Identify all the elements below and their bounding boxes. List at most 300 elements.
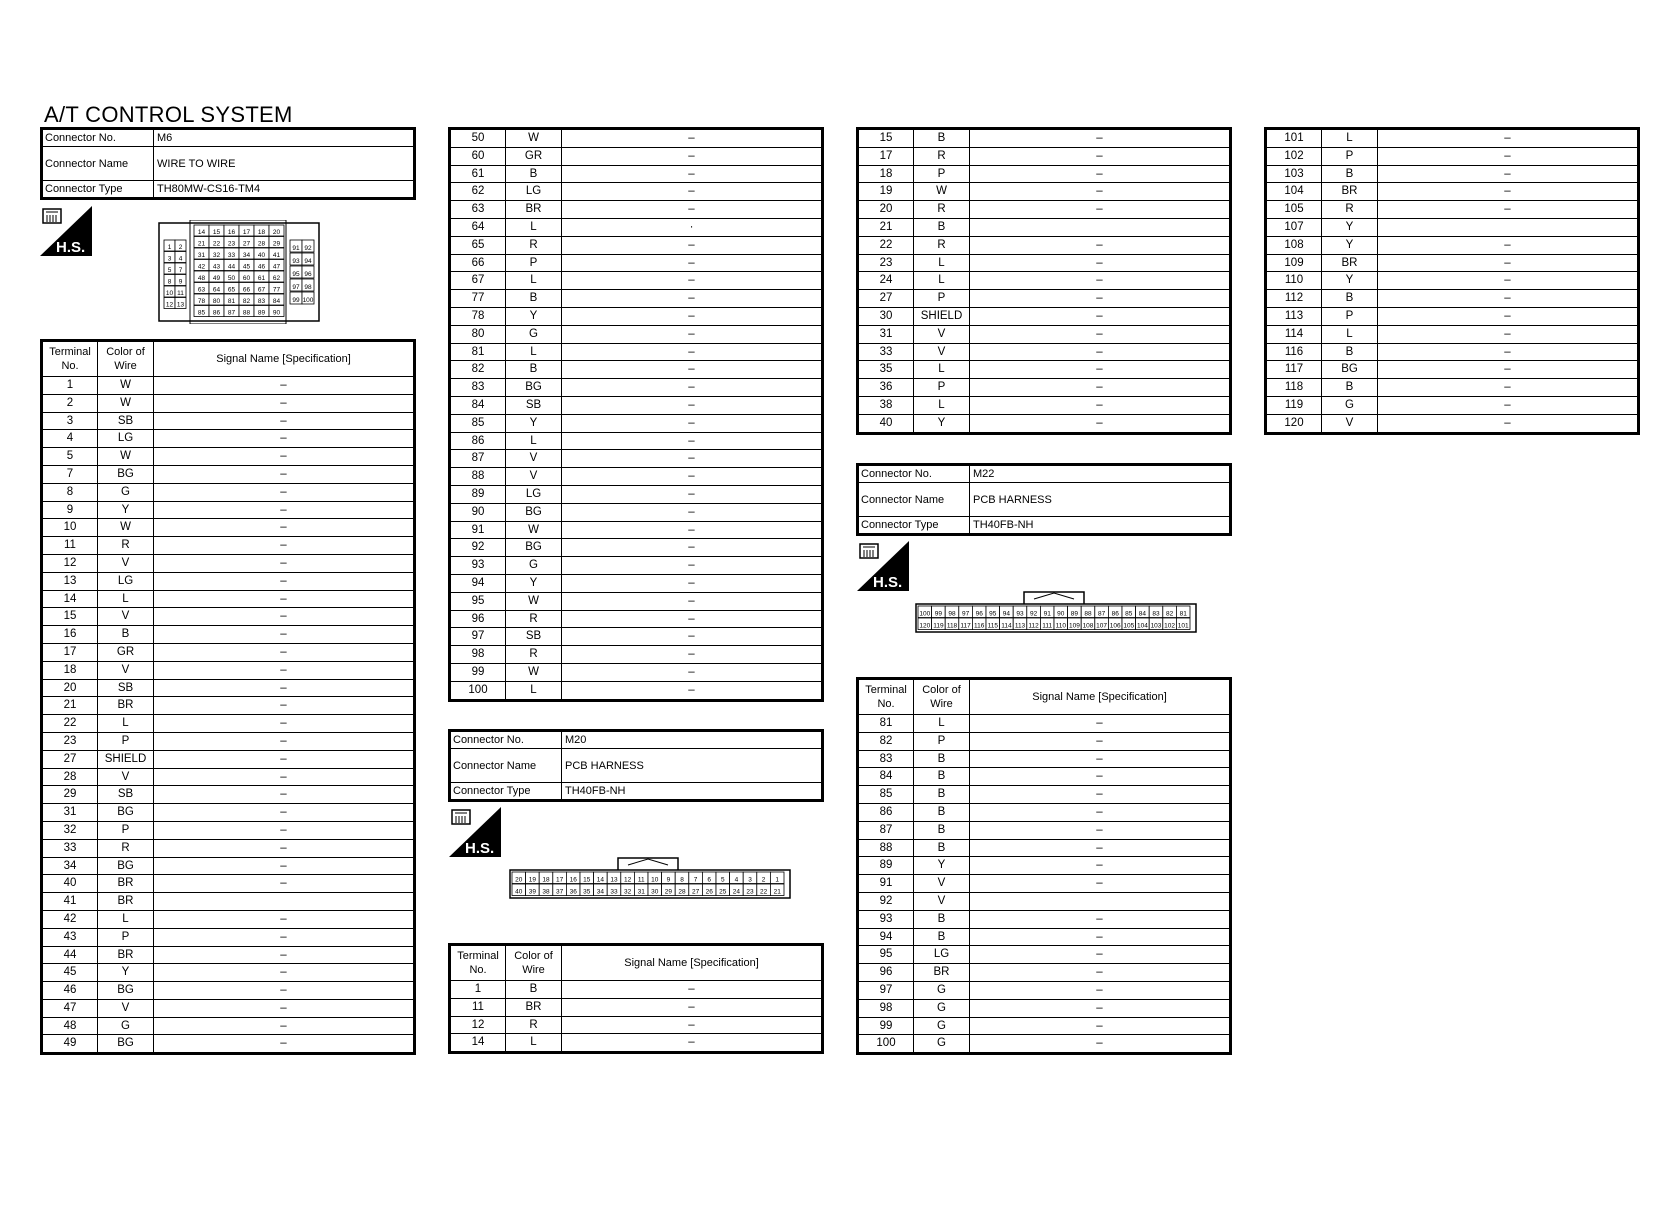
terminal-row: [450, 610, 823, 628]
color-of-wire-header: Color of Wire: [98, 341, 154, 377]
connector-pin: [757, 872, 771, 884]
terminal-row: [858, 1035, 1231, 1054]
wire-color: G: [914, 1017, 970, 1035]
wire-color: L: [98, 590, 154, 608]
wire-color: P: [914, 732, 970, 750]
terminal-table-m22-b: [1264, 127, 1640, 435]
svg-text:46: 46: [257, 263, 266, 271]
connector-pin: [716, 884, 730, 896]
signal-name: –: [970, 147, 1231, 165]
signal-name: –: [562, 183, 823, 201]
terminal-no: 16: [42, 626, 98, 644]
wire-color: B: [914, 218, 970, 236]
terminal-no: 103: [1266, 165, 1322, 183]
connector-pin: [526, 884, 540, 896]
terminal-no: 82: [450, 361, 506, 379]
connector-pin: [269, 260, 284, 271]
connector-type-label: Connector Type: [858, 517, 970, 535]
signal-name: –: [970, 999, 1231, 1017]
signal-name: –: [1378, 325, 1639, 343]
terminal-row: [858, 750, 1231, 768]
terminal-row: [450, 272, 823, 290]
connector-pin: [1040, 606, 1054, 618]
svg-text:92: 92: [304, 244, 312, 252]
terminal-no: 47: [42, 999, 98, 1017]
wire-color: V: [98, 768, 154, 786]
connector-pin: [302, 292, 314, 304]
svg-text:45: 45: [242, 263, 251, 271]
svg-text:118: 118: [946, 622, 958, 630]
connector-pin: [580, 884, 594, 896]
svg-text:60: 60: [242, 274, 251, 282]
wire-color: SHIELD: [914, 307, 970, 325]
signal-name: –: [154, 804, 415, 822]
connector-pin: [1108, 618, 1122, 630]
connector-pin: [175, 252, 186, 263]
connector-pin: [1013, 606, 1027, 618]
wire-color: Y: [506, 414, 562, 432]
wire-color: P: [914, 290, 970, 308]
connector-pin: [239, 260, 254, 271]
connector-pin: [932, 618, 946, 630]
connector-pin: [239, 283, 254, 294]
wire-color: V: [98, 661, 154, 679]
connector-pin: [675, 884, 689, 896]
terminal-row: [858, 821, 1231, 839]
terminal-no: 87: [450, 450, 506, 468]
wire-color: BR: [98, 875, 154, 893]
terminal-row: [42, 679, 415, 697]
terminal-row: [42, 964, 415, 982]
svg-text:29: 29: [272, 240, 281, 248]
svg-text:110: 110: [1055, 622, 1066, 630]
terminal-no: 36: [858, 379, 914, 397]
terminal-no: 67: [450, 272, 506, 290]
terminal-no: 119: [1266, 396, 1322, 414]
svg-text:84: 84: [1138, 610, 1147, 618]
terminal-row: [42, 501, 415, 519]
connector-pin: [269, 225, 284, 236]
wire-color: SB: [506, 396, 562, 414]
svg-text:94: 94: [304, 257, 312, 265]
terminal-row: [42, 554, 415, 572]
signal-name: –: [154, 1035, 415, 1054]
signal-name: –: [562, 539, 823, 557]
wire-color: B: [914, 129, 970, 148]
connector-pin: [194, 248, 209, 259]
signal-name: [970, 218, 1231, 236]
svg-text:102: 102: [1164, 622, 1176, 630]
svg-text:31: 31: [637, 888, 645, 896]
wire-color: L: [914, 254, 970, 272]
connector-pin: [254, 237, 269, 248]
wire-color: B: [1322, 379, 1378, 397]
svg-text:18: 18: [257, 228, 266, 236]
wire-color: W: [506, 129, 562, 148]
svg-text:37: 37: [555, 888, 564, 896]
terminal-row: [1266, 236, 1639, 254]
connector-pin: [1176, 618, 1190, 630]
svg-text:82: 82: [1165, 610, 1174, 618]
svg-text:11: 11: [637, 876, 645, 884]
svg-text:29: 29: [664, 888, 673, 896]
svg-text:23: 23: [227, 240, 236, 248]
wire-color: W: [98, 394, 154, 412]
terminal-row: [450, 325, 823, 343]
connector-m6-face-diagram: [158, 220, 320, 329]
connector-pin: [175, 240, 186, 251]
terminal-row: [42, 875, 415, 893]
wire-color: R: [914, 236, 970, 254]
connector-pin: [918, 606, 932, 618]
connector-pin: [743, 884, 757, 896]
terminal-row: [42, 590, 415, 608]
svg-text:12: 12: [165, 301, 174, 309]
terminal-row: [858, 361, 1231, 379]
svg-text:97: 97: [292, 283, 300, 291]
terminal-row: [450, 343, 823, 361]
connector-pin: [1136, 618, 1150, 630]
terminal-no: 117: [1266, 361, 1322, 379]
hs-logo: [857, 541, 909, 591]
terminal-no: 22: [858, 236, 914, 254]
terminal-no: 46: [42, 982, 98, 1000]
signal-name: –: [1378, 343, 1639, 361]
terminal-no: 42: [42, 910, 98, 928]
signal-name: –: [1378, 183, 1639, 201]
terminal-row: [450, 663, 823, 681]
connector-pin: [164, 275, 175, 286]
wire-color: BR: [1322, 183, 1378, 201]
connector-pin: [1027, 606, 1041, 618]
signal-name: –: [970, 768, 1231, 786]
terminal-no: 120: [1266, 414, 1322, 433]
terminal-table-m6-b: [448, 127, 824, 702]
signal-name: –: [154, 626, 415, 644]
terminal-no: 34: [42, 857, 98, 875]
signal-name: –: [970, 183, 1231, 201]
wire-color: L: [914, 272, 970, 290]
wire-color: L: [506, 1034, 562, 1053]
wire-color: P: [98, 821, 154, 839]
terminal-no: 18: [858, 165, 914, 183]
terminal-row: [450, 539, 823, 557]
signal-name: –: [154, 519, 415, 537]
connector-pin: [194, 294, 209, 305]
signal-name: –: [154, 715, 415, 733]
signal-name: –: [1378, 165, 1639, 183]
connector-pin: [1081, 606, 1095, 618]
svg-text:19: 19: [528, 876, 537, 884]
hs-logo: [40, 206, 92, 256]
signal-name: –: [1378, 129, 1639, 148]
terminal-row: [42, 715, 415, 733]
terminal-no-header: Terminal No.: [42, 341, 98, 377]
svg-text:80: 80: [212, 297, 221, 305]
svg-text:35: 35: [583, 888, 591, 896]
wire-color: L: [98, 715, 154, 733]
terminal-row: [858, 946, 1231, 964]
wire-color: W: [914, 183, 970, 201]
terminal-no: 105: [1266, 201, 1322, 219]
svg-text:96: 96: [304, 270, 312, 278]
signal-name: –: [970, 715, 1231, 733]
svg-text:32: 32: [623, 888, 632, 896]
connector-pin: [254, 306, 269, 317]
svg-text:20: 20: [515, 876, 523, 884]
signal-name: –: [970, 981, 1231, 999]
connector-pin: [1163, 618, 1177, 630]
connector-name-label: Connector Name: [450, 749, 562, 783]
connector-pin: [716, 872, 730, 884]
signal-name: –: [970, 1017, 1231, 1035]
terminal-row: [450, 432, 823, 450]
svg-text:13: 13: [610, 876, 618, 884]
svg-text:91: 91: [1043, 610, 1051, 618]
signal-name: –: [154, 501, 415, 519]
terminal-no: 88: [858, 839, 914, 857]
wire-color: W: [98, 377, 154, 395]
terminal-row: [858, 183, 1231, 201]
terminal-row: [450, 201, 823, 219]
wire-color: V: [914, 892, 970, 910]
wire-color: P: [98, 732, 154, 750]
wire-color: Y: [506, 574, 562, 592]
wire-color: LG: [98, 430, 154, 448]
signal-name: –: [154, 377, 415, 395]
terminal-row: [450, 468, 823, 486]
connector-type-value: TH40FB-NH: [562, 783, 823, 801]
terminal-no: 84: [450, 396, 506, 414]
terminal-no: 19: [858, 183, 914, 201]
terminal-no: 101: [1266, 129, 1322, 148]
signal-name: –: [562, 485, 823, 503]
terminal-no: 63: [450, 201, 506, 219]
svg-text:3: 3: [167, 255, 172, 263]
signal-name: –: [562, 610, 823, 628]
wire-color: R: [914, 147, 970, 165]
terminal-no: 89: [858, 857, 914, 875]
terminal-no: 94: [450, 574, 506, 592]
signal-name-header: Signal Name [Specification]: [154, 341, 415, 377]
signal-name: –: [970, 290, 1231, 308]
connector-pin: [194, 260, 209, 271]
hs-logo-text: H.S.: [465, 840, 495, 857]
connector-pin: [209, 306, 224, 317]
terminal-no: 81: [450, 343, 506, 361]
signal-name: –: [970, 414, 1231, 433]
connector-pin: [254, 271, 269, 282]
connector-pin: [224, 237, 239, 248]
signal-name: –: [154, 999, 415, 1017]
connector-pin: [607, 884, 621, 896]
svg-text:4: 4: [178, 255, 183, 263]
connector-pin: [972, 606, 986, 618]
wire-color: G: [914, 981, 970, 999]
svg-text:83: 83: [1152, 610, 1160, 618]
terminal-row: [858, 325, 1231, 343]
terminal-no: 17: [42, 643, 98, 661]
terminal-row: [42, 768, 415, 786]
connector-type-label: Connector Type: [450, 783, 562, 801]
terminal-no: 82: [858, 732, 914, 750]
connector-pin: [254, 260, 269, 271]
svg-text:50: 50: [227, 274, 236, 282]
terminal-row: [858, 201, 1231, 219]
connector-pin: [1013, 618, 1027, 630]
connector-no-label: Connector No.: [858, 465, 970, 483]
signal-name: –: [970, 254, 1231, 272]
terminal-no: 50: [450, 129, 506, 148]
connector-pin: [209, 271, 224, 282]
svg-text:77: 77: [272, 286, 281, 294]
connector-pin: [239, 237, 254, 248]
terminal-row: [1266, 396, 1639, 414]
svg-text:12: 12: [623, 876, 632, 884]
signal-name: –: [154, 821, 415, 839]
wire-color: P: [914, 379, 970, 397]
svg-text:86: 86: [1111, 610, 1119, 618]
svg-text:116: 116: [974, 622, 985, 630]
wire-color: L: [98, 910, 154, 928]
terminal-row: [42, 857, 415, 875]
wire-color: B: [1322, 290, 1378, 308]
connector-pin: [290, 266, 302, 278]
svg-text:99: 99: [934, 610, 943, 618]
wire-color: V: [98, 554, 154, 572]
connector-pin: [757, 884, 771, 896]
terminal-row: [450, 521, 823, 539]
wire-color: B: [914, 803, 970, 821]
wire-color: SB: [98, 412, 154, 430]
svg-text:113: 113: [1014, 622, 1026, 630]
svg-text:9: 9: [178, 278, 183, 286]
signal-name: –: [154, 661, 415, 679]
svg-text:5: 5: [167, 266, 172, 274]
terminal-row: [42, 910, 415, 928]
svg-text:33: 33: [227, 251, 236, 259]
terminal-no: 21: [42, 697, 98, 715]
signal-name: –: [154, 946, 415, 964]
connector-pin: [594, 884, 608, 896]
wire-color: R: [1322, 201, 1378, 219]
hs-logo-text: H.S.: [873, 574, 903, 591]
terminal-no: 61: [450, 165, 506, 183]
terminal-no: 99: [450, 663, 506, 681]
page-title: A/T CONTROL SYSTEM: [44, 102, 293, 127]
svg-text:40: 40: [257, 251, 266, 259]
connector-pin: [1054, 618, 1068, 630]
connector-pin: [209, 225, 224, 236]
terminal-no: 20: [42, 679, 98, 697]
terminal-no: 98: [450, 646, 506, 664]
svg-text:93: 93: [292, 257, 300, 265]
svg-text:88: 88: [1084, 610, 1092, 618]
wire-color: V: [98, 608, 154, 626]
wire-color: B: [914, 839, 970, 857]
signal-name: –: [970, 821, 1231, 839]
wire-color: BG: [98, 982, 154, 1000]
connector-pin: [302, 279, 314, 291]
svg-text:15: 15: [212, 228, 221, 236]
svg-text:40: 40: [515, 888, 523, 896]
svg-text:95: 95: [989, 610, 997, 618]
signal-name: –: [154, 857, 415, 875]
signal-name: –: [562, 981, 823, 999]
signal-name: –: [562, 290, 823, 308]
signal-name: –: [1378, 361, 1639, 379]
terminal-no: 14: [450, 1034, 506, 1053]
signal-name: –: [1378, 201, 1639, 219]
connector-pin: [224, 283, 239, 294]
svg-text:28: 28: [257, 240, 266, 248]
wire-color: L: [506, 343, 562, 361]
connector-pin: [269, 294, 284, 305]
signal-name: –: [562, 414, 823, 432]
terminal-row: [450, 147, 823, 165]
connector-pin: [164, 298, 175, 309]
svg-text:24: 24: [732, 888, 741, 896]
terminal-no: 118: [1266, 379, 1322, 397]
connector-pin: [209, 283, 224, 294]
wire-color: R: [506, 646, 562, 664]
terminal-no: 12: [450, 1016, 506, 1034]
signal-name: –: [154, 554, 415, 572]
svg-text:98: 98: [948, 610, 956, 618]
signal-name: –: [562, 998, 823, 1016]
wire-color: B: [506, 981, 562, 999]
wire-color: LG: [506, 485, 562, 503]
terminal-no: 1: [450, 981, 506, 999]
terminal-row: [858, 1017, 1231, 1035]
connector-pin: [209, 248, 224, 259]
svg-text:33: 33: [610, 888, 618, 896]
terminal-no: 60: [450, 147, 506, 165]
wire-color: L: [506, 272, 562, 290]
terminal-row: [1266, 254, 1639, 272]
wire-color: Y: [1322, 272, 1378, 290]
color-of-wire-header: Color of Wire: [506, 945, 562, 981]
connector-pin: [239, 306, 254, 317]
connector-pin: [702, 884, 716, 896]
svg-text:83: 83: [257, 297, 266, 305]
wire-color: Y: [506, 307, 562, 325]
terminal-row: [450, 361, 823, 379]
terminal-row: [858, 254, 1231, 272]
signal-name: –: [562, 1016, 823, 1034]
connector-pin: [689, 884, 703, 896]
wire-color: B: [914, 821, 970, 839]
terminal-row: [42, 1035, 415, 1054]
wire-color: V: [506, 468, 562, 486]
wire-color: Y: [1322, 218, 1378, 236]
terminal-no: 112: [1266, 290, 1322, 308]
signal-name: –: [154, 1017, 415, 1035]
connector-pin: [209, 294, 224, 305]
connector-pin: [689, 872, 703, 884]
terminal-row: [858, 803, 1231, 821]
wire-color: SHIELD: [98, 750, 154, 768]
connector-pin: [566, 884, 580, 896]
terminal-no: 84: [858, 768, 914, 786]
connector-pin: [986, 606, 1000, 618]
connector-pin: [648, 884, 662, 896]
terminal-row: [450, 628, 823, 646]
svg-text:87: 87: [1097, 610, 1106, 618]
terminal-no: 35: [858, 361, 914, 379]
svg-text:93: 93: [1016, 610, 1024, 618]
terminal-row: [1266, 201, 1639, 219]
